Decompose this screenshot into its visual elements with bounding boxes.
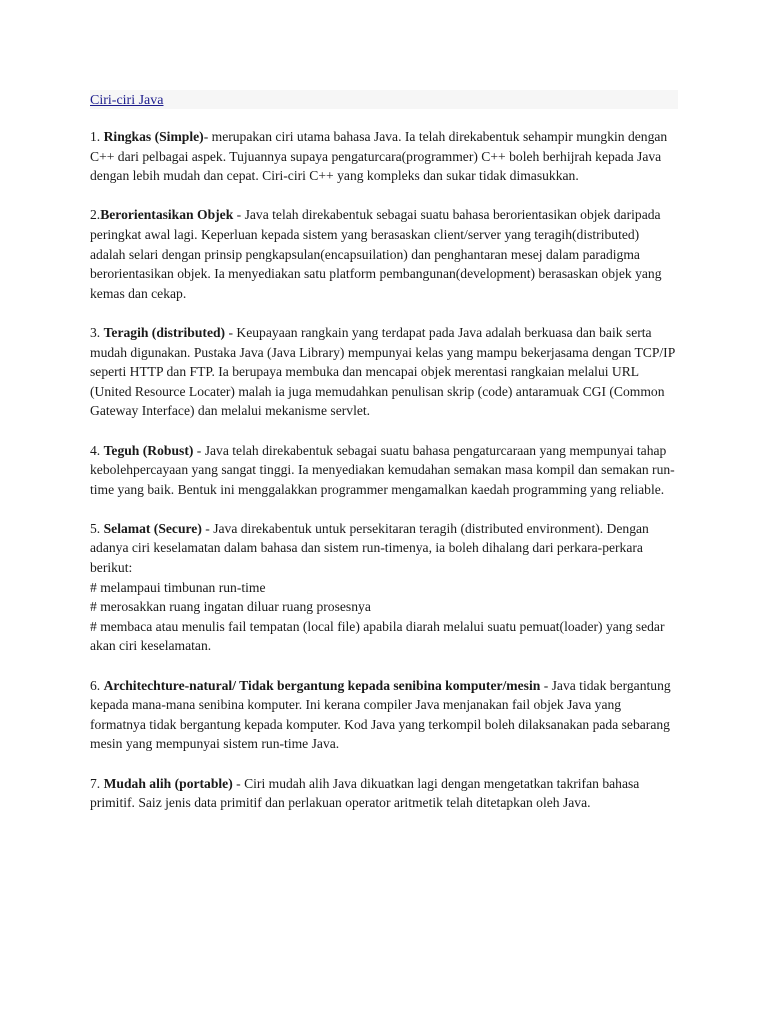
item-heading: Architechture-natural/ Tidak bergantung kepada senibina komputer/mesin xyxy=(103,677,541,693)
list-item-7 xyxy=(90,774,678,813)
item-number: 5. xyxy=(90,520,104,536)
item-separator: - xyxy=(193,442,202,458)
item-number: 2. xyxy=(90,207,101,223)
list-item-3 xyxy=(90,323,678,421)
list-item-1 xyxy=(90,127,678,186)
item-number: 3. xyxy=(90,324,104,340)
item-number: 6. xyxy=(90,677,104,693)
item-number: 4. xyxy=(90,442,104,458)
document-page xyxy=(90,90,678,832)
item-separator: - xyxy=(201,520,210,536)
item-separator: - xyxy=(233,207,242,223)
document-title-link[interactable]: Ciri-ciri Java xyxy=(90,93,164,108)
item-heading: Ringkas (Simple) xyxy=(103,129,204,144)
item-text: Java telah direkabentuk sebagai suatu bahasa pengaturcaraan yang mempunyai tahap kebolehpercayaan yang sangat tinggi. Ia menyediakan kemudahan semakan masa kompil dan semakan run-time yang baik. Bentuk ini menggalakkan programmer mengamalkan kaedah programming yang reliable. xyxy=(90,442,675,497)
item-text: Ciri mudah alih Java dikuatkan lagi dengan mengetatkan takrifan bahasa primitif. Saiz jenis data primitif dan perlakuan operator aritmetik telah ditetapkan oleh Java. xyxy=(90,775,640,811)
item-heading: Berorientasikan Objek xyxy=(100,207,234,223)
item-text: Keupayaan rangkain yang terdapat pada Java adalah berkuasa dan baik serta mudah digunakan. Pustaka Java (Java Library) mempunyai kelas yang mampu bekerjasama dengan TCP/IP seperti HTTP dan FTP. Ia berupaya membuka dan mencapai objek merentasi rangkaian melalui URL (United Resource Locater) malah ia juga memudahkan penulisan skrip (code) antaramuak CGI (Common Gateway Interface) dan melalui mekanisme servlet. xyxy=(90,324,675,419)
item-text: merupakan ciri utama bahasa Java. Ia telah direkabentuk sehampir mungkin dengan C++ dari pelbagai aspek. Tujuannya supaya pengaturcara(programmer) C++ boleh berhijrah kepada Java dengan lebih mudah dan cepat. Ciri-ciri C++ yang kompleks dan sukar tidak dimasukkan. xyxy=(90,129,668,184)
item-separator: - xyxy=(225,324,234,340)
item-heading: Mudah alih (portable) xyxy=(103,775,233,791)
sub-line: # merosakkan ruang ingatan diluar ruang prosesnya xyxy=(90,599,371,615)
item-heading: Selamat (Secure) xyxy=(103,520,202,536)
list-item-2 xyxy=(90,205,678,303)
list-item-6 xyxy=(90,676,678,754)
sub-line: # membaca atau menulis fail tempatan (local file) apabila diarah melalui suatu pemuat(loader) yang sedar akan ciri keselamatan. xyxy=(90,618,665,654)
item-text: Java telah direkabentuk sebagai suatu bahasa berorientasikan objek daripada peringkat awal lagi. Keperluan kepada sistem yang berasaskan client/server yang teragih(distributed) adalah selari dengan prinsip pengkapsulan(encapsuilation) dan penghantaran mesej dalam paradigma berorientasikan objek. Ia menyediakan satu platform pembangunan(development) berasaskan objek yang kemas dan cekap. xyxy=(90,207,662,301)
item-separator: - xyxy=(232,775,241,791)
item-text: Java tidak bergantung kepada mana-mana senibina komputer. Ini kerana compiler Java menjanakan fail objek Java yang formatnya tidak bergantung kepada komputer. Kod Java yang terkompil boleh dilaksanakan pada sebarang mesin yang mempunyai sistem run-time Java. xyxy=(90,677,671,752)
title-bar xyxy=(90,90,678,109)
item-separator: - xyxy=(203,129,209,144)
item-separator: - xyxy=(540,677,549,693)
item-heading: Teragih (distributed) xyxy=(103,324,226,340)
list-item-5 xyxy=(90,519,678,656)
list-item-4 xyxy=(90,441,678,500)
item-number: 1. xyxy=(90,129,104,144)
item-number: 7. xyxy=(90,775,104,791)
item-text: Java direkabentuk untuk persekitaran teragih (distributed environment). Dengan adanya ciri keselamatan dalam bahasa dan sistem run-timenya, ia boleh dihalang dari perkara-perkara berikut: xyxy=(90,520,649,576)
item-heading: Teguh (Robust) xyxy=(103,442,194,458)
sub-line: # melampaui timbunan run-time xyxy=(90,579,266,595)
